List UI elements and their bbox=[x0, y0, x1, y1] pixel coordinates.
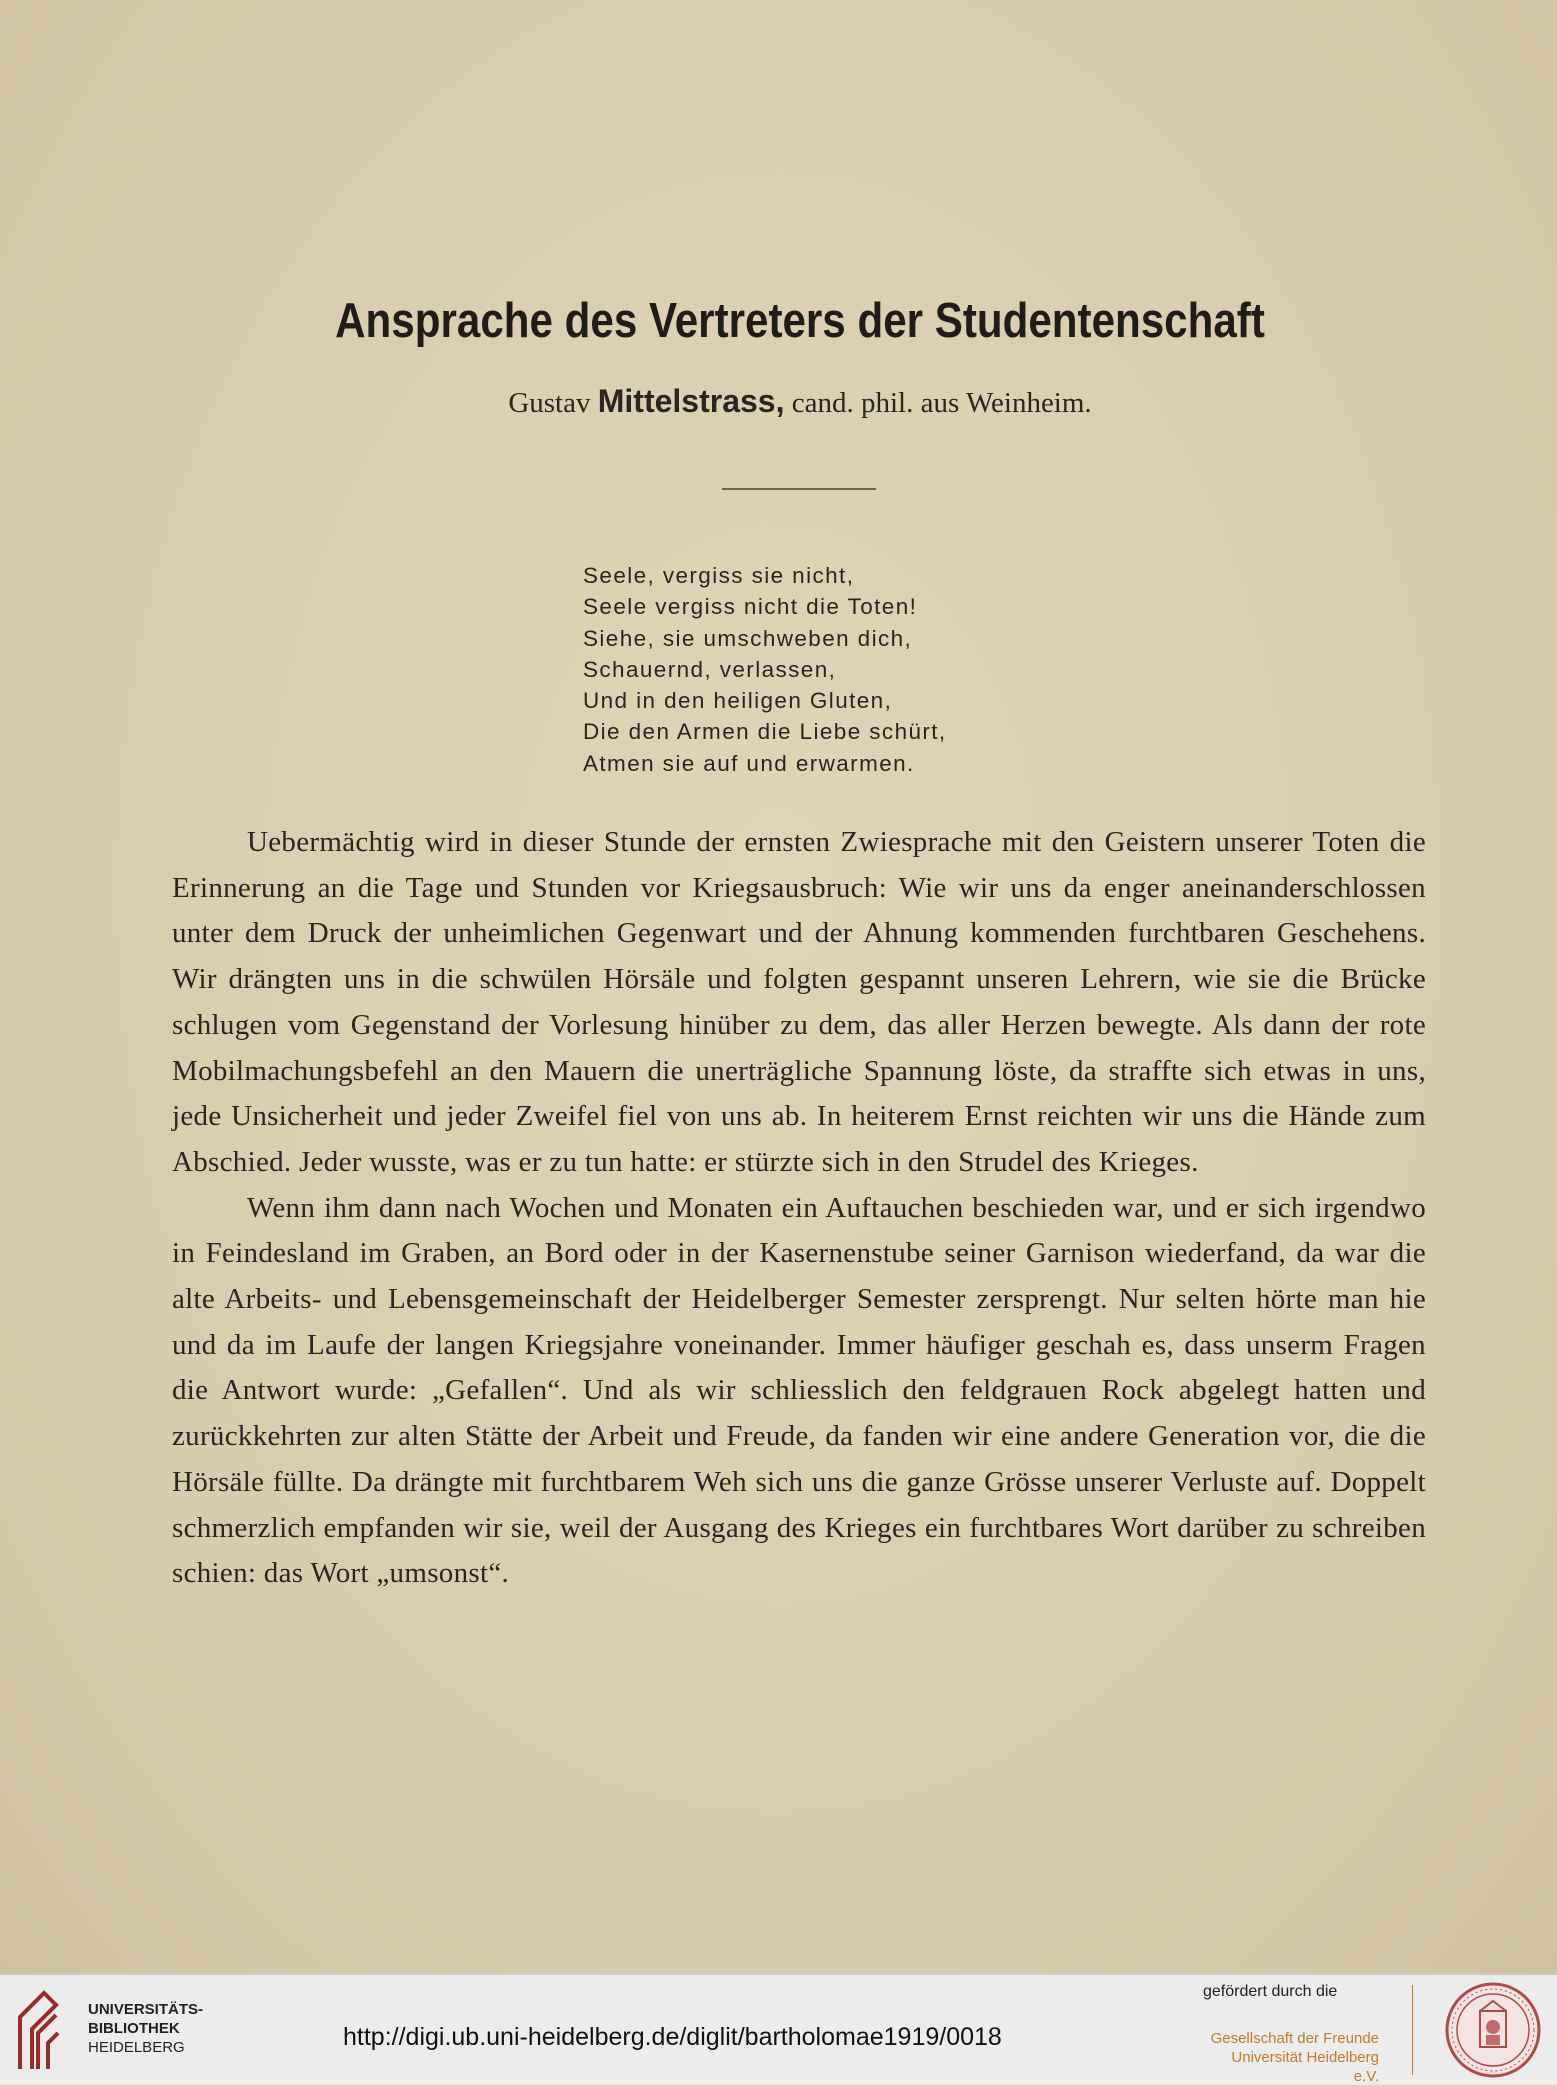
poem-line: Seele vergiss nicht die Toten! bbox=[583, 594, 918, 620]
page-title: Ansprache des Vertreters der Studentenschaft bbox=[335, 294, 1265, 348]
byline-suffix: cand. phil. aus Weinheim. bbox=[791, 387, 1092, 419]
library-name-line: HEIDELBERG bbox=[88, 2039, 185, 2056]
university-library-logo-icon[interactable] bbox=[14, 1987, 62, 2075]
author-name: Mittelstrass, bbox=[597, 383, 785, 419]
university-seal-icon[interactable] bbox=[1444, 1981, 1542, 2079]
poem-line: Schauernd, verlassen, bbox=[583, 656, 837, 682]
byline-prefix: Gustav bbox=[508, 387, 591, 419]
sponsor-name-line: Universität Heidelberg e.V. bbox=[1231, 2049, 1379, 2085]
separator-rule bbox=[722, 488, 876, 490]
sponsor-name-line: Gesellschaft der Freunde bbox=[1210, 2030, 1379, 2047]
sponsor-label: gefördert durch die bbox=[1203, 1983, 1338, 2000]
poem-block bbox=[583, 560, 1183, 779]
paragraph: Wenn ihm dann nach Wochen und Monaten ein Auftauchen beschieden war, und er sich irgendwo in Feindesland im Graben, an Bord oder in der Kasernenstube seiner Garnison wiederfand, da war die alte Arbeits- und Lebensgemeinschaft der Heidelberger Semester zersprengt. Nur selten hörte man hie und da im Laufe der langen Kriegsjahre voneinander. Immer häufiger geschah es, dass unserm Fragen die Antwort wurde: „Gefallen“. Und als wir schliesslich den feldgrauen Rock abgelegt hatten und zurückkehrten zur alten Stätte der Arbeit und Freude, da fanden wir eine andere Generation vor, die die Hörsäle füllte. Da drängte mit furchtbarem Weh sich uns die ganze Grösse unserer Verluste auf. Doppelt schmerzlich empfanden wir sie, weil der Ausgang des Krieges ein furchtbares Wort darüber zu schreiben schien: das Wort „umsonst“. bbox=[172, 1191, 1426, 1590]
divider bbox=[1412, 1985, 1413, 2075]
poem-line: Und in den heiligen Gluten, bbox=[583, 688, 893, 714]
footer-bar bbox=[0, 1974, 1557, 2085]
poem-line: Die den Armen die Liebe schürt, bbox=[583, 719, 947, 745]
permalink-url[interactable]: http://digi.ub.uni-heidelberg.de/diglit/bartholomae1919/0018 bbox=[343, 2023, 1002, 2051]
library-name-line: BIBLIOTHEK bbox=[88, 2020, 180, 2037]
poem-line: Siehe, sie umschweben dich, bbox=[583, 625, 913, 651]
poem-line: Atmen sie auf und erwarmen. bbox=[583, 750, 915, 776]
author-byline bbox=[0, 383, 1557, 420]
paragraph: Uebermächtig wird in dieser Stunde der ernsten Zwiesprache mit den Geistern unserer Toten die Erinnerung an die Tage und Stunden vor Kriegsausbruch: Wie wir uns da enger aneinanderschlossen unter dem Druck der unheimlichen Gegenwart und der Ahnung kommenden furchtbaren Geschehens. Wir drängten uns in die schwülen Hörsäle und folgten gespannt unseren Lehrern, wie sie die Brücke schlugen vom Gegenstand der Vorlesung hinüber zu dem, das aller Herzen bewegte. Als dann der rote Mobilmachungsbefehl an den Mauern die unerträgliche Spannung löste, da straffte sich etwas in uns, jede Unsicherheit und jeder Zweifel fiel von uns ab. In heiterem Ernst reichten wir uns die Hände zum Abschied. Jeder wusste, was er zu tun hatte: er stürzte sich in den Strudel des Krieges. bbox=[172, 826, 1426, 1178]
library-name-line: UNIVERSITÄTS- bbox=[88, 2001, 204, 2018]
sponsor-name[interactable] bbox=[1203, 2029, 1379, 2086]
poem-line: Seele, vergiss sie nicht, bbox=[583, 563, 855, 588]
library-name[interactable] bbox=[88, 2000, 203, 2057]
body-text bbox=[172, 820, 1426, 1597]
